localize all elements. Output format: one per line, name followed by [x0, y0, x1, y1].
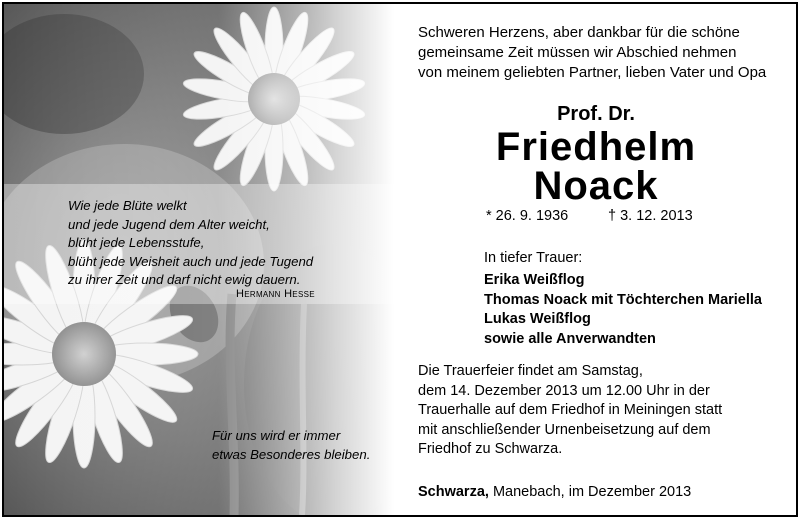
quote-line: und jede Jugend dem Alter weicht,	[68, 216, 270, 232]
closing-quote	[212, 427, 370, 464]
obituary-frame	[2, 2, 798, 517]
service-line: dem 14. Dezember 2013 um 12.00 Uhr in der	[418, 382, 710, 399]
mourners-list	[484, 271, 762, 349]
academic-title: Prof. Dr.	[557, 103, 635, 125]
quote-line: Wie jede Blüte welkt	[68, 198, 187, 213]
service-line: Friedhof zu Schwarza.	[418, 441, 563, 458]
mourner-name: Thomas Noack mit Töchterchen Mariella	[484, 291, 762, 308]
footer-place: Schwarza,	[418, 484, 489, 500]
footer-rest: Manebach, im Dezember 2013	[488, 484, 692, 500]
intro-line: Schweren Herzens, aber dankbar für die schöne	[418, 24, 740, 41]
birth-date: * 26. 9. 1936	[486, 208, 569, 224]
flower-photo	[4, 4, 394, 515]
mourner-name: sowie alle Anverwandten	[484, 330, 656, 347]
death-date: † 3. 12. 2013	[608, 208, 693, 224]
quote-line: blüht jede Weisheit auch und jede Tugend	[68, 253, 314, 269]
mourners-label: In tiefer Trauer:	[484, 250, 583, 266]
service-line: Die Trauerfeier findet am Samstag,	[418, 363, 643, 379]
intro-line: von meinem geliebten Partner, lieben Vater und Opa	[418, 64, 767, 81]
intro-line: gemeinsame Zeit müssen wir Abschied nehmen	[418, 44, 737, 61]
closing-line: etwas Besonderes bleiben.	[212, 446, 371, 462]
mourner-name: Erika Weißflog	[484, 272, 585, 288]
quote-line: blüht jede Lebensstufe,	[68, 235, 205, 251]
quote-line: zu ihrer Zeit und darf nicht ewig dauern.	[68, 272, 301, 288]
funeral-service-info	[418, 362, 722, 460]
service-line: mit anschließender Urnenbeisetzung auf dem	[418, 421, 711, 438]
place-and-date	[418, 484, 691, 500]
deceased-last-name: Noack	[533, 164, 659, 208]
hesse-quote	[68, 197, 368, 290]
closing-line: Für uns wird er immer	[212, 428, 341, 443]
service-line: Trauerhalle auf dem Friedhof in Meiningen statt	[418, 402, 723, 419]
mourner-name: Lukas Weißflog	[484, 311, 591, 328]
deceased-first-name: Friedhelm	[495, 125, 697, 169]
quote-author: Hermann Hesse	[236, 288, 315, 300]
intro-text	[418, 23, 766, 83]
